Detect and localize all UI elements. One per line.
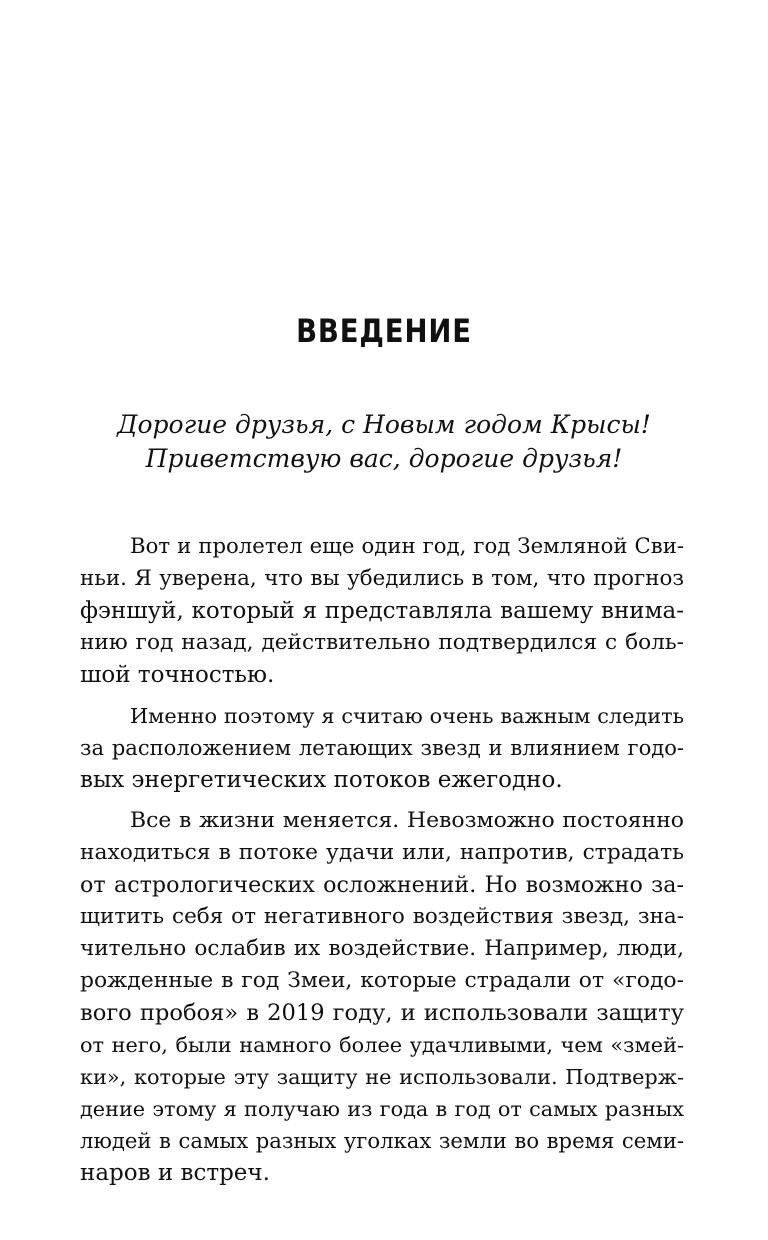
text-line: Все в жизни меняется. Невозможно постоянно <box>130 808 684 833</box>
text-line: дение этому я получаю из года в год от самых разных <box>80 1097 684 1121</box>
text-line: от него, были намного более удачливыми, чем «змей- <box>80 1033 684 1057</box>
text-line: нию год назад, действительно подтвердился с боль- <box>80 630 684 655</box>
text-line: от астрологических осложнений. Но возможно за- <box>80 872 684 898</box>
paragraph <box>80 531 684 691</box>
text-line: ньи. Я уверена, что вы убедились в том, что прогноз <box>80 566 684 591</box>
epigraph <box>100 408 668 476</box>
text-line: вых энергетических потоков ежегодно. <box>80 767 563 793</box>
text-line: щитить себя от негативного воздействия звезд, зна- <box>80 904 684 929</box>
text-line: Вот и пролетел еще один год, год Земляной Сви- <box>130 534 684 559</box>
paragraph <box>80 700 684 796</box>
chapter-heading: ВВЕДЕНИЕ <box>296 312 472 350</box>
text-line: за расположением летающих звезд и влиянием годо- <box>80 735 684 760</box>
epigraph-line: Приветствую вас, дорогие друзья! <box>145 444 623 473</box>
text-line: рожденные в год Змеи, которые страдали от «годо- <box>80 968 684 993</box>
epigraph-line: Дорогие друзья, с Новым годом Крысы! <box>117 410 651 439</box>
text-line: вого пробоя» в 2019 году, и использовали защиту <box>80 1000 684 1026</box>
text-line: людей в самых разных уголках земли во время семи- <box>80 1128 684 1153</box>
text-line: находиться в потоке удачи или, напротив, страдать <box>80 840 684 865</box>
text-line: Именно поэтому я считаю очень важным следить <box>130 704 684 728</box>
text-line: чительно ослабив их воздействие. Например, люди, <box>80 936 684 961</box>
text-line: ки», которые эту защиту не использовали. Подтверж- <box>80 1065 684 1089</box>
body-text <box>80 531 684 1198</box>
text-line: шой точностью. <box>80 662 275 688</box>
paragraph <box>80 805 684 1189</box>
text-line: наров и встреч. <box>80 1160 270 1186</box>
text-line: фэншуй, который я представляла вашему внима- <box>80 598 684 624</box>
